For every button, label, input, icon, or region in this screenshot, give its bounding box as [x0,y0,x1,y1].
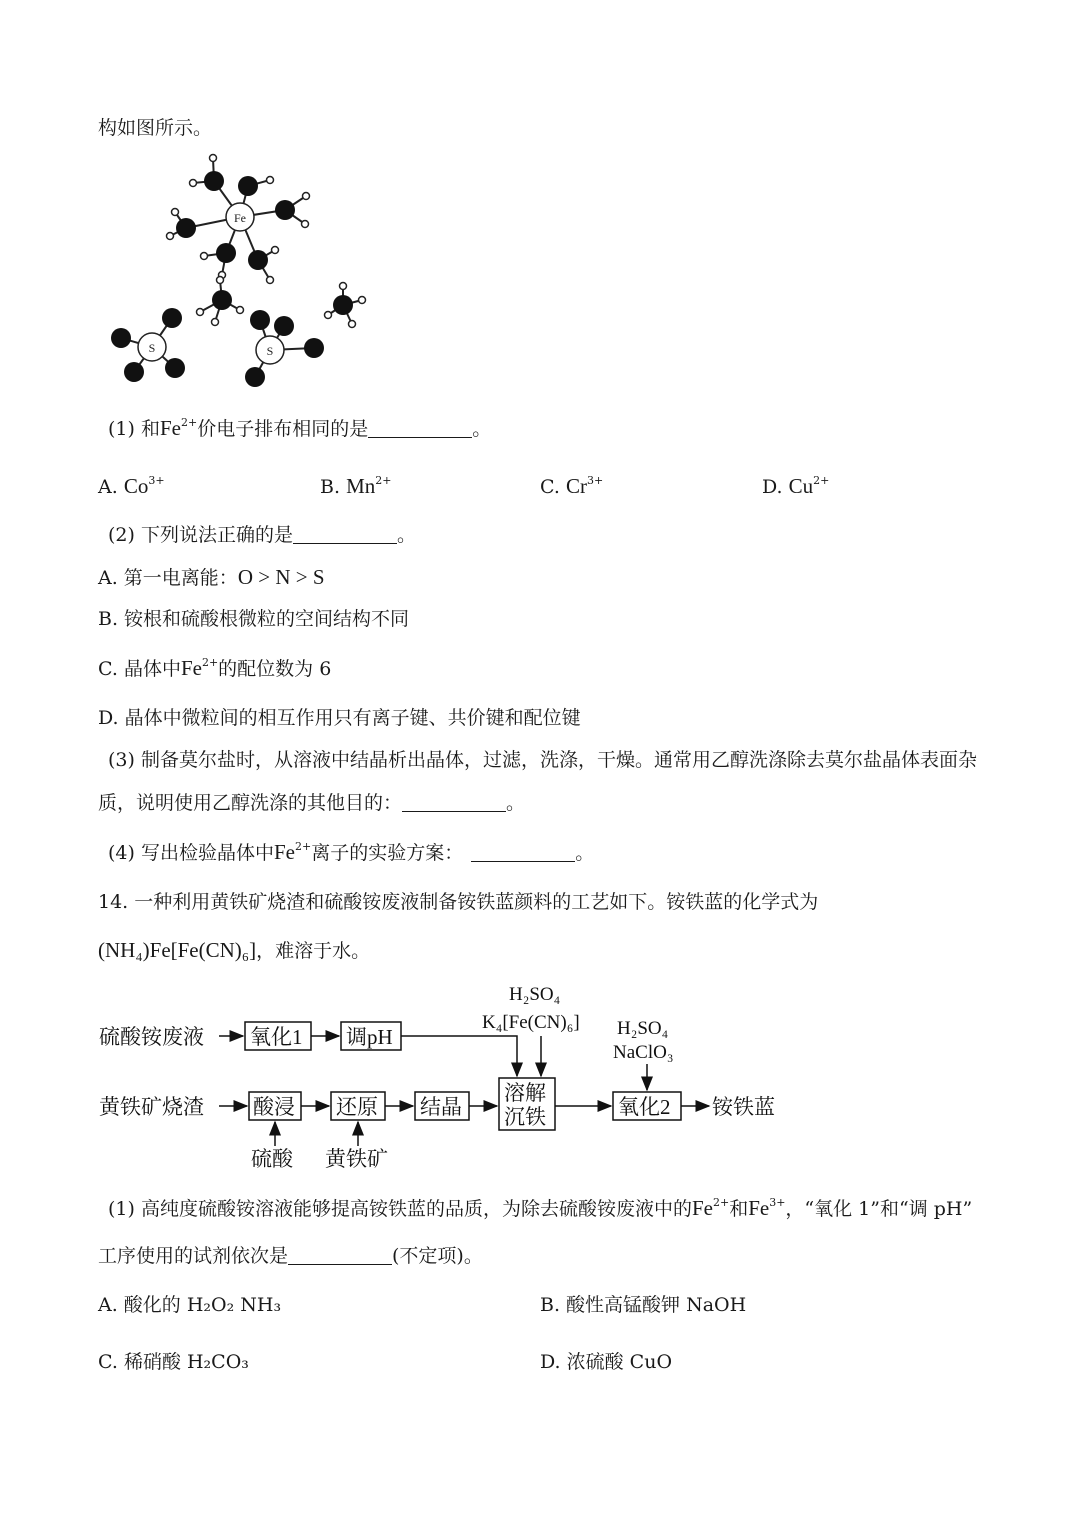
q14-1-line1: (1) 高纯度硫酸铵溶液能够提高铵铁蓝的品质，为除去硫酸铵废液中的$Fe^{2+}$和$Fe^{3+}$，“氧化 1”和“调 pH” [108,1196,973,1220]
reagent-sulfuric-acid: 硫酸 [251,1147,293,1171]
intro-text: 构如图所示。 [98,117,213,139]
reagent-h2so4-top: H₂SO₄ [509,984,561,1005]
q1-option-b[interactable]: B. $Mn^{2+}$ [320,474,392,498]
q1-option-c[interactable]: C. $Cr^{3+}$ [540,474,604,498]
q1-option-a[interactable]: A. $Co^{3+}$ [98,474,165,498]
q2-option-d[interactable]: D. 晶体中微粒间的相互作用只有离子键、共价键和配位键 [98,707,581,729]
q14-1-option-d[interactable]: D. 浓硫酸 CuO [540,1351,673,1373]
ammonium-ferric-ferrocyanide-formula: (NH₄)Fe[Fe(CN)₆] [98,938,257,962]
reagent-pyrite: 黄铁矿 [325,1147,388,1171]
crystal-structure-figure [100,150,380,400]
q2-option-a[interactable]: A. 第一电离能：O > N > S [98,565,325,589]
step-precipitate-label: 沉铁 [504,1105,546,1129]
s-atom-label-2: S [266,344,274,358]
q2-stem: (2) 下列说法正确的是 。 [108,524,416,546]
step-crystallize-label: 结晶 [420,1095,462,1119]
q14-1-option-c[interactable]: C. 稀硝酸 H₂CO₃ [98,1351,249,1373]
q2-option-b[interactable]: B. 铵根和硫酸根微粒的空间结构不同 [98,608,410,630]
q3-line2: 质，说明使用乙醇洗涤的其他目的： 。 [98,792,526,814]
fe-atom-label: Fe [234,211,246,225]
step-adjust-ph-label: 调pH [346,1025,393,1049]
q14-1-line2: 工序使用的试剂依次是 (不定项)。 [98,1245,483,1267]
q14-stem: 14. 一种利用黄铁矿烧渣和硫酸铵废液制备铵铁蓝颜料的工艺如下。铵铁蓝的化学式为 [98,891,819,913]
reagent-h2so4-ox2: H₂SO₄ [617,1018,669,1039]
q1-option-d[interactable]: D. $Cu^{2+}$ [762,474,830,498]
step-acid-leach-label: 酸浸 [253,1095,295,1119]
s-atom-label-1: S [148,341,156,355]
flow-row2-start: 黄铁矿烧渣 [99,1095,204,1119]
q14-1-option-a[interactable]: A. 酸化的 H₂O₂ NH₃ [98,1294,282,1316]
step-oxidize1-label: 氧化1 [250,1025,303,1049]
q1-stem: (1) 和$Fe^{2+}$价电子排布相同的是 。 [108,416,492,440]
reagent-naclo3: NaClO₃ [613,1042,674,1063]
q2-option-c[interactable]: C. 晶体中$Fe^{2+}$的配位数为 6 [98,656,332,680]
q4-stem: (4) 写出检验晶体中$Fe^{2+}$离子的实验方案： 。 [108,840,595,864]
step-reduce-label: 还原 [336,1095,378,1119]
step-dissolve-label: 溶解 [504,1081,546,1105]
step-oxidize2-label: 氧化2 [618,1095,671,1119]
q14-formula-line: (NH₄)Fe[Fe(CN)₆]，难溶于水。 [98,938,371,962]
q14-1-option-b[interactable]: B. 酸性高锰酸钾 NaOH [540,1294,747,1316]
q3-line1: (3) 制备莫尔盐时，从溶液中结晶析出晶体，过滤，洗涤，干燥。通常用乙醇洗涤除去莫尔盐晶体表面杂 [108,749,977,771]
reagent-k4fecn6: K₄[Fe(CN)₆] [482,1012,580,1033]
process-flow-diagram [95,980,815,1180]
flow-product: 铵铁蓝 [712,1095,775,1119]
flow-row1-start: 硫酸铵废液 [99,1025,204,1049]
